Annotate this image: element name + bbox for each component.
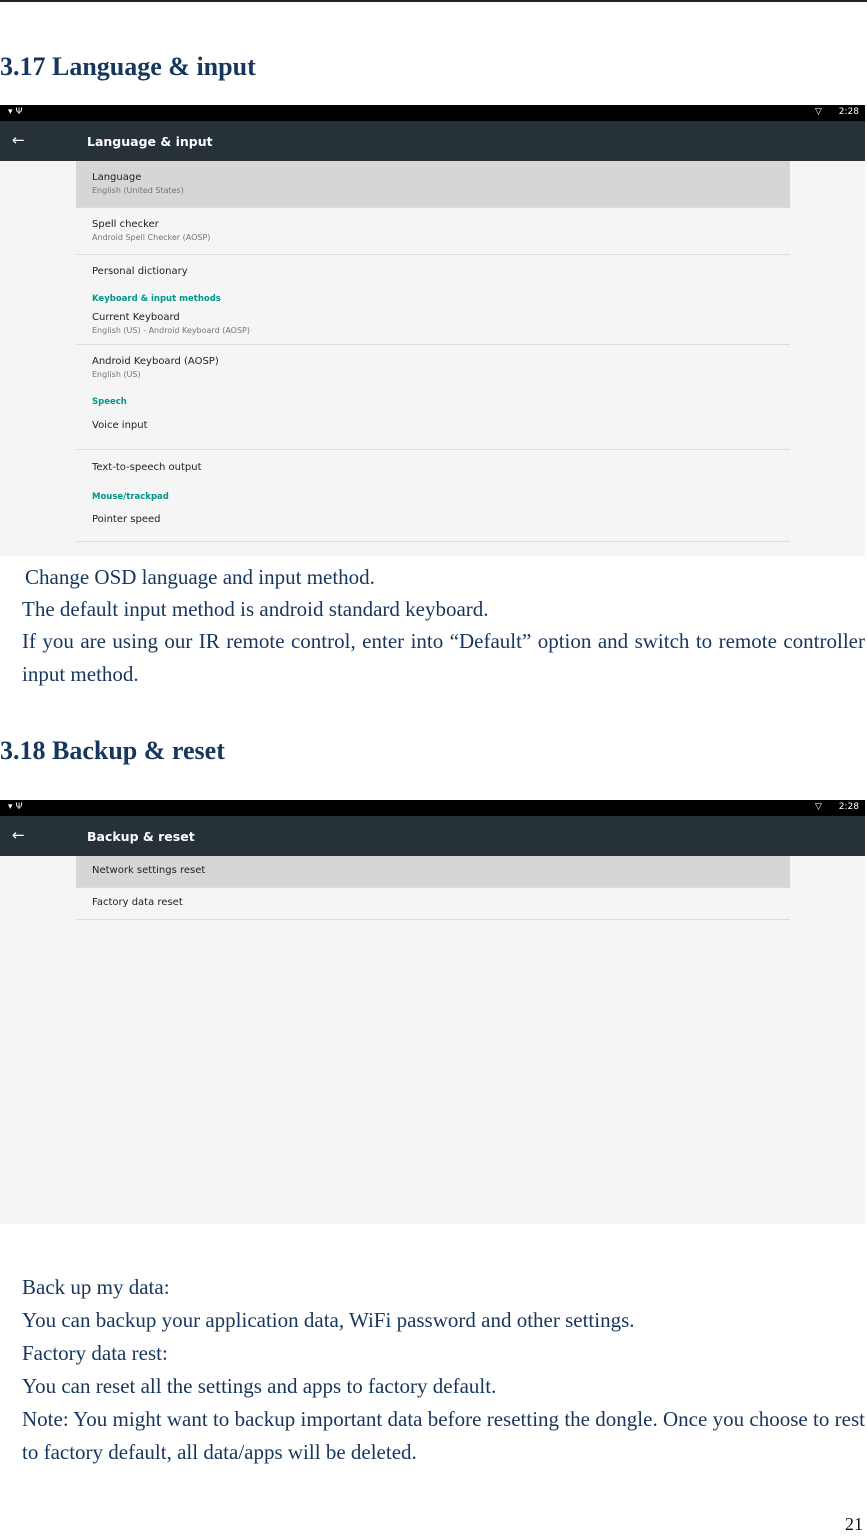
settings-list <box>76 856 790 920</box>
item-subtitle: Android Spell Checker (AOSP) <box>92 233 211 242</box>
paragraph-backup-heading: Back up my data: <box>22 1275 170 1299</box>
category-label: Keyboard & input methods <box>92 294 221 304</box>
paragraph-ir-remote: If you are using our IR remote control, enter into “Default” option and switch to remote controller input method. <box>22 629 865 686</box>
list-item-text-to-speech[interactable] <box>76 450 790 486</box>
item-title: Text-to-speech output <box>92 462 202 473</box>
notification-icons: ▾Ψ <box>8 802 26 812</box>
list-item-current-keyboard[interactable] <box>76 308 790 345</box>
status-bar <box>0 800 865 816</box>
settings-list <box>76 161 790 542</box>
paragraph-change-osd: Change OSD language and input method. <box>25 565 375 589</box>
paragraph-factory-desc: You can reset all the settings and apps to factory default. <box>22 1374 497 1398</box>
item-title: Personal dictionary <box>92 266 188 277</box>
item-subtitle: English (US) - Android Keyboard (AOSP) <box>92 326 250 335</box>
list-item-language[interactable] <box>76 161 790 208</box>
notification-icons: ▾Ψ <box>8 107 26 117</box>
category-label: Speech <box>92 397 127 407</box>
item-subtitle: English (United States) <box>92 186 184 195</box>
list-item-pointer-speed[interactable] <box>76 506 790 542</box>
top-rule <box>0 0 867 2</box>
backup-reset-screenshot <box>0 800 865 1224</box>
item-title: Android Keyboard (AOSP) <box>92 356 219 367</box>
category-mouse-trackpad <box>76 486 790 506</box>
item-title: Pointer speed <box>92 514 161 525</box>
paragraph-factory-heading: Factory data rest: <box>22 1341 168 1365</box>
list-item-android-keyboard[interactable] <box>76 345 790 391</box>
paragraph-backup-desc: You can backup your application data, WiFi password and other settings. <box>22 1308 635 1332</box>
category-label: Mouse/trackpad <box>92 492 169 502</box>
app-bar <box>0 121 865 161</box>
list-item-voice-input[interactable] <box>76 413 790 450</box>
status-bar <box>0 105 865 121</box>
category-keyboard-input <box>76 291 790 308</box>
paragraph-default-input: The default input method is android standard keyboard. <box>22 597 489 621</box>
wifi-icon: ▽ <box>814 802 822 812</box>
language-input-screenshot <box>0 105 865 556</box>
app-bar <box>0 816 865 856</box>
item-title: Spell checker <box>92 219 159 230</box>
item-title: Voice input <box>92 420 148 431</box>
item-title: Network settings reset <box>92 865 206 876</box>
list-item-factory-data-reset[interactable] <box>76 888 790 920</box>
page-number: 21 <box>845 1514 863 1534</box>
list-item-personal-dictionary[interactable] <box>76 255 790 291</box>
list-item-network-settings-reset[interactable] <box>76 856 790 888</box>
app-bar-title: Language & input <box>87 134 213 149</box>
status-time: 2:28 <box>838 107 859 117</box>
back-arrow-icon[interactable]: ← <box>12 131 25 149</box>
item-title: Language <box>92 172 142 183</box>
item-subtitle: English (US) <box>92 370 141 379</box>
back-arrow-icon[interactable]: ← <box>12 826 25 844</box>
app-bar-title: Backup & reset <box>87 829 195 844</box>
category-speech <box>76 391 790 413</box>
list-item-spell-checker[interactable] <box>76 208 790 255</box>
status-time: 2:28 <box>838 802 859 812</box>
item-title: Current Keyboard <box>92 312 180 323</box>
item-title: Factory data reset <box>92 897 183 908</box>
section-title-language-input: 3.17 Language & input <box>0 52 256 81</box>
section-title-backup-reset: 3.18 Backup & reset <box>0 736 225 765</box>
paragraph-note: Note: You might want to backup important data before resetting the dongle. Once you choose to rest to factory default, all data/apps will be deleted. <box>22 1407 865 1464</box>
wifi-icon: ▽ <box>814 107 822 117</box>
